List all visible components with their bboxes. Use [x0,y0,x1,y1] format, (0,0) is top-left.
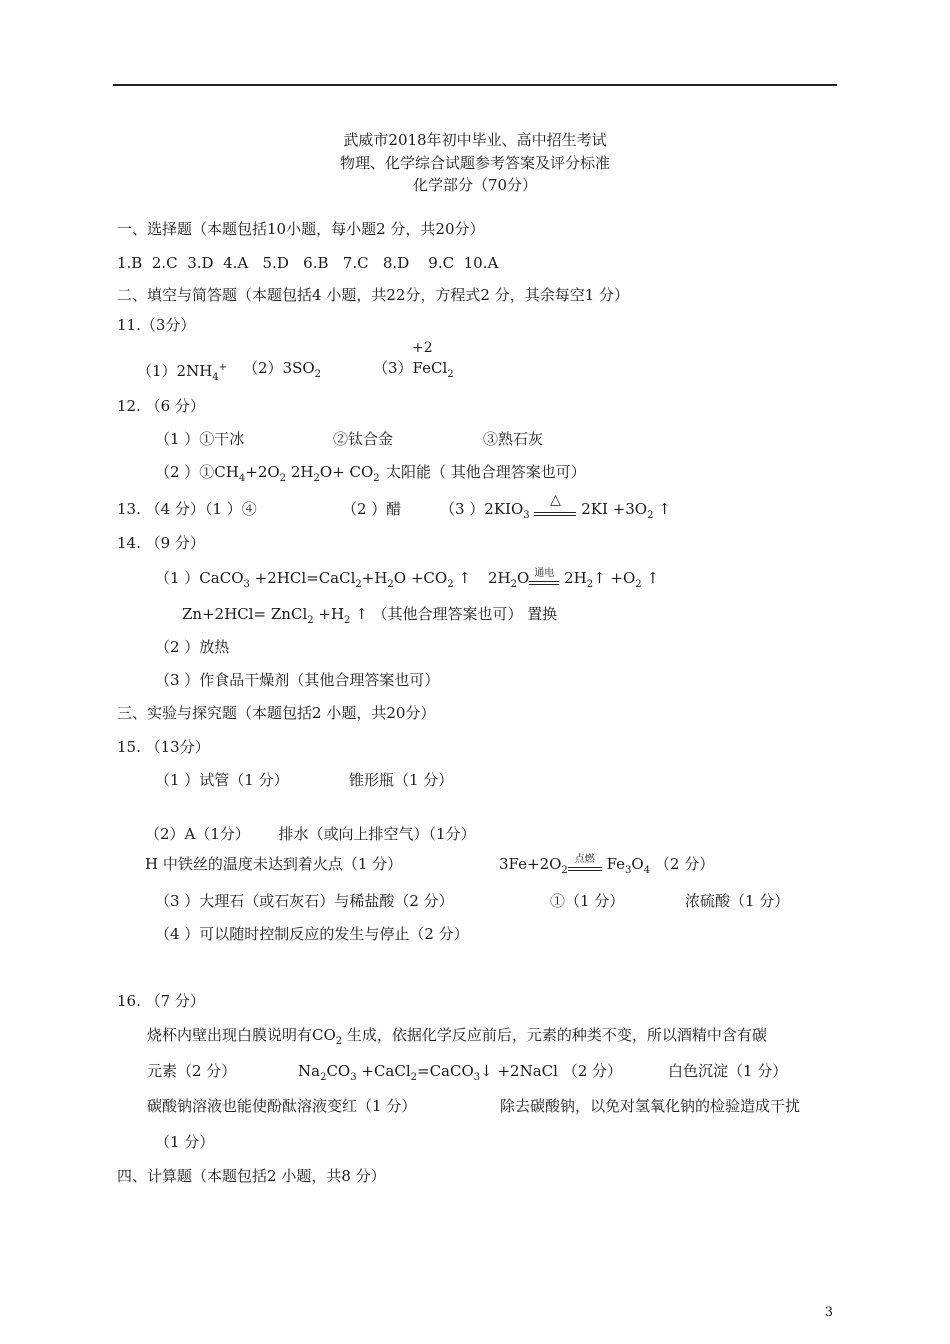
q14-title: 14. （9 分） [117,534,205,552]
title-line-3: 化学部分（70分） [412,176,538,194]
q12-1c: ③熟石灰 [483,430,544,448]
q16-2g: 白色沉淀（1 分） [668,1062,788,1080]
q15-1b: 锥形瓶（1 分） [349,771,454,789]
page-number: 3 [824,1305,833,1320]
q11-a1: $(1)2NH_4^+$ [137,362,228,383]
q15-4a: （3 ）大理石（或石灰石）与稀盐酸（2 分） [155,892,454,910]
q11-title: 11.（3分） [117,316,196,334]
q14-3: （3 ）作食品干燥剂（其他合理答案也可） [155,671,440,689]
q13-b: （2 ）醋 [342,500,402,518]
section4-heading: 四、计算题（本题包括2 小题，共8 分） [117,1167,386,1185]
q14-1-electrolysis: $2H_2O$ 通电 $2H_2↑ +O_2$ ↑ [488,568,660,590]
q15-3a: H 中铁丝的温度未达到着火点（1 分） [145,855,403,873]
choice-answers: 1.B 2.C 3.D 4.A 5.D 6.B 7.C 8.D 9.C 10.A [117,254,499,272]
top-rule [113,84,837,86]
q14-2: （2 ）放热 [155,638,230,656]
q15-2: （2）A（1分） 排水（或向上排空气）（1分） [145,825,476,843]
title-line-2: 物理、化学综合试题参考答案及评分标准 [339,154,610,172]
oxidation-state: +2 [412,340,433,356]
q16-2a: 元素（2 分） [147,1062,237,1080]
q16-2b: $Na_2CO_3$ +CaCl$_2$=CaCO$_3$↓ +2NaCl （2 分） [298,1062,623,1083]
q15-1a: （1 ）试管（1 分） [155,771,289,789]
q15-3b: $3Fe+2O_2$ 点燃 $Fe_3O_4$ （2 分） [499,854,715,876]
q14-zn: Zn+2HCl= ZnCl$_2$ $+H_2$ ↑ （其他合理答案也可） 置换 [182,605,558,626]
q15-title: 15. （13分） [117,738,210,756]
q16-1: 烧杯内壁出现白膜说明有$CO_2$ 生成，依据化学反应前后，元素的种类不变，所以酒精中含有碳 [147,1026,767,1047]
q16-4: （1 分） [155,1133,215,1151]
title-line-1: 武威市2018年初中毕业、高中招生考试 [343,131,607,149]
q14-1: （1 ）CaCO$_3$ $+2HCl=CaCl_2+H_2O +CO_2$ ↑ [155,569,471,590]
q11-a2: $(2)3SO_2$ [243,359,322,380]
reaction-arrow: 通电 [529,572,559,586]
reaction-arrow: 点燃 [568,858,602,872]
q12-title: 12. （6 分） [117,397,205,415]
q13-title: 13. （4 分）（1 ）④ [117,500,257,518]
q11-a3: （3）FeCl$_2$ [373,359,454,380]
q12-1a: （1 ）①干冰 [155,430,245,448]
section3-heading: 三、实验与探究题（本题包括2 小题，共20分） [117,704,436,722]
q16-3a: 碳酸钠溶液也能使酚酞溶液变红（1 分） [147,1097,417,1115]
q15-4b: ①（1 分） [550,892,625,910]
q15-5: （4 ）可以随时控制反应的发生与停止（2 分） [155,925,469,943]
q15-4c: 浓硫酸（1 分） [685,892,790,910]
q16-3b: 除去碳酸钠，以免对氢氧化钠的检验造成干扰 [500,1097,801,1115]
q13-c: （3 ）$2KIO_3$ △ $2KI +3O_2$ ↑ [440,492,671,521]
reaction-arrow: △ [534,503,576,517]
q16-title: 16. （7 分） [117,992,205,1010]
section1-heading: 一、选择题（本题包括10小题，每小题2 分，共20分） [117,220,485,238]
q12-2: （2 ）$①CH_4+2O_2$ $2H_2O+ CO_2$ [155,463,380,484]
q12-1b: ②钛合金 [333,430,394,448]
section2-heading: 二、填空与简答题（本题包括4 小题，共22分，方程式2 分，其余每空1 分） [117,286,630,304]
q12-2e: 太阳能（ 其他合理答案也可） [386,463,586,481]
